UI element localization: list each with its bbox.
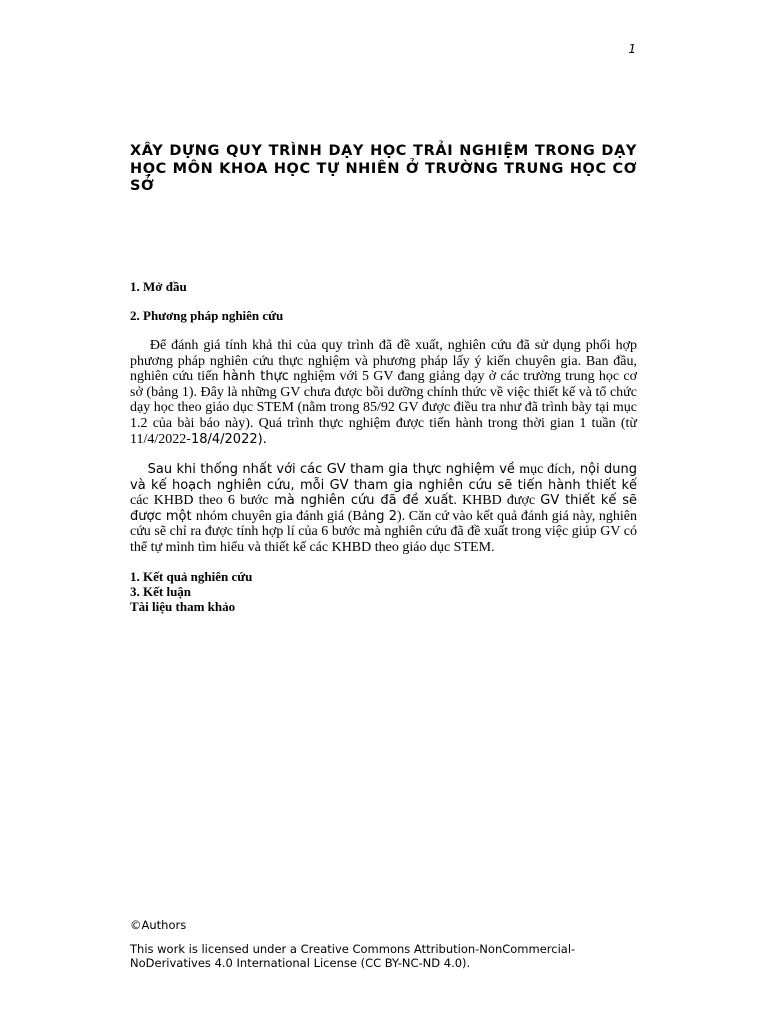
methods-paragraph-1: Để đánh giá tính khả thi của quy trình đã đề xuất, nghiên cứu đã sử dụng phối hợp phương pháp nghiên cứu thực nghiệm và phương pháp lấy ý kiến chuyên gia. Ban đầu, nghiên cứu tiến hành thực nghiệm với 5 GV đang giảng dạy ở các trường trung học cơ sở (bảng 1). Đây là những GV chưa được bồi dưỡng chính thức về việc thiết kế và tổ chức dạy học theo giáo dục STEM (nằm trong 85/92 GV được điều tra như đã trình bày tại mục 1.2 của bài báo này). Quá trình thực nghiệm được tiến hành trong thời gian 1 tuần (từ 11/4/2022-18/4/2022). bbox=[130, 338, 637, 447]
heading-results: 1. Kết quả nghiên cứu bbox=[130, 569, 253, 584]
document-title: XÂY DỰNG QUY TRÌNH DẠY HỌC TRẢI NGHIỆM TRONG DẠY HỌC MÔN KHOA HỌC TỰ NHIÊN Ở TRƯỜNG TRUNG HỌC CƠ SỞ bbox=[130, 143, 637, 194]
heading-methods: 2. Phương pháp nghiên cứu bbox=[130, 308, 284, 323]
heading-references: Tài liệu tham khảo bbox=[130, 599, 236, 614]
page-number: 1 bbox=[628, 42, 636, 56]
methods-paragraph-2: Sau khi thống nhất với các GV tham gia thực nghiệm về mục đích, nội dung và kế hoạch nghiên cứu, mỗi GV tham gia nghiên cứu sẽ tiến hành thiết kế các KHBD theo 6 bước mà nghiên cứu đã đề xuất. KHBD được GV thiết kế sẽ được một nhóm chuyên gia đánh giá (Bảng 2). Căn cứ vào kết quả đánh giá này, nghiên cứu sẽ chỉ ra được tính hợp lí của 6 bước mà nghiên cứu đã đề xuất trong việc giúp GV có thể tự mình tìm hiểu và thiết kế các KHBD theo giáo dục STEM. bbox=[130, 462, 638, 555]
copyright-notice: ©Authors bbox=[130, 918, 187, 932]
license-notice: This work is licensed under a Creative Commons Attribution-NonCommercial-NoDerivatives 4.0 International License (CC BY-NC-ND 4.0). bbox=[130, 942, 576, 970]
heading-intro: 1. Mở đầu bbox=[130, 279, 187, 294]
heading-conclusion: 3. Kết luận bbox=[130, 584, 192, 599]
